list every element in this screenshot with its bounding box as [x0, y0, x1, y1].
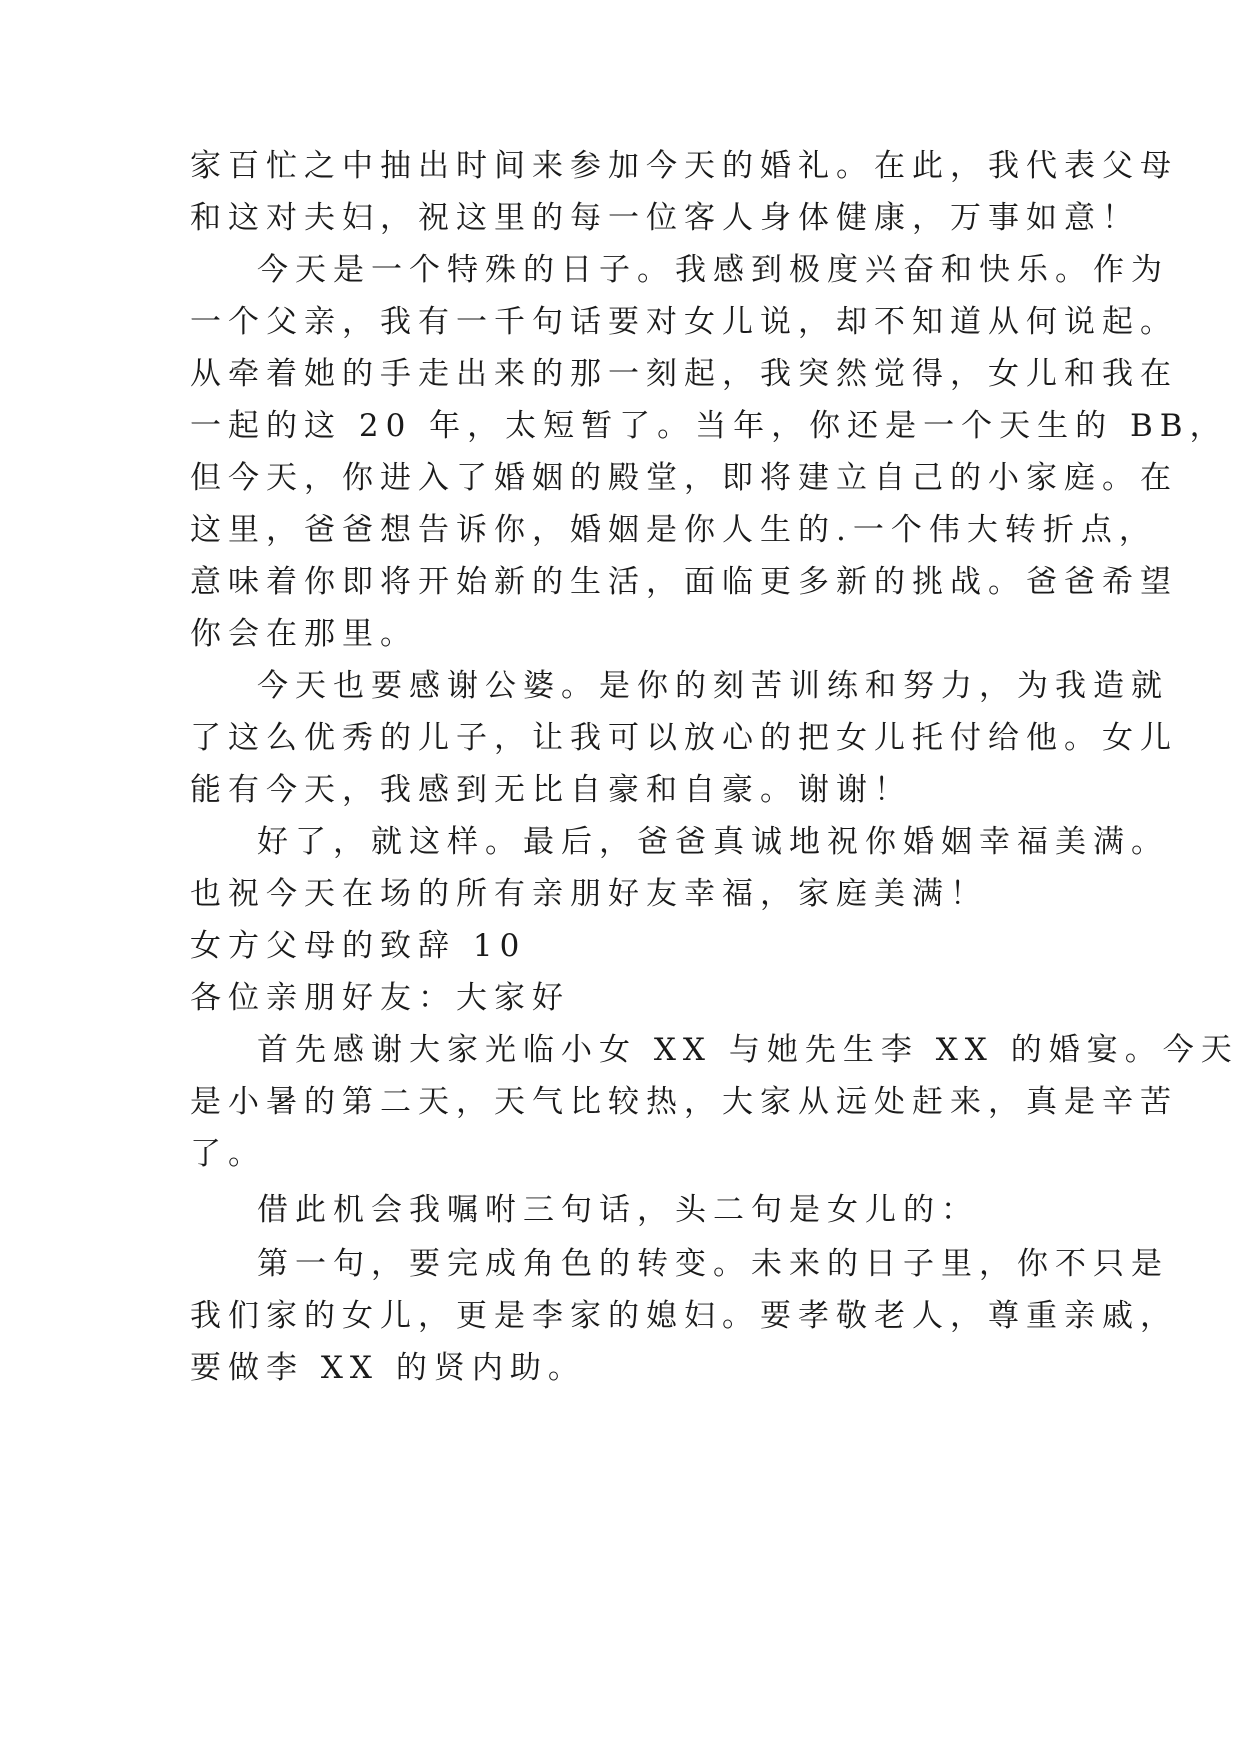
paragraph-start-line: 第一句，要完成角色的转变。未来的日子里，你不只是: [257, 1246, 1169, 1282]
text-line: 家百忙之中抽出时间来参加今天的婚礼。在此，我代表父母: [190, 148, 1178, 184]
text-line: 一个父亲，我有一千句话要对女儿说，却不知道从何说起。: [190, 304, 1178, 340]
text-line: 要做李 XX 的贤内助。: [190, 1350, 586, 1386]
text-line: 也祝今天在场的所有亲朋好友幸福，家庭美满！: [190, 876, 988, 912]
text-line: 是小暑的第二天，天气比较热，大家从远处赶来，真是辛苦: [190, 1084, 1178, 1120]
text-line: 了。: [190, 1136, 266, 1172]
text-line: 你会在那里。: [190, 616, 418, 652]
text-line: 我们家的女儿，更是李家的媳妇。要孝敬老人，尊重亲戚，: [190, 1298, 1178, 1334]
text-line: 意味着你即将开始新的生活，面临更多新的挑战。爸爸希望: [190, 564, 1178, 600]
text-line: 一起的这 20 年，太短暂了。当年，你还是一个天生的 BB，: [190, 408, 1228, 444]
text-line: 和这对夫妇，祝这里的每一位客人身体健康，万事如意！: [190, 200, 1140, 236]
section-heading: 女方父母的致辞 10: [190, 928, 527, 964]
paragraph-start-line: 借此机会我嘱咐三句话，头二句是女儿的：: [257, 1192, 979, 1228]
salutation-line: 各位亲朋好友：大家好: [190, 980, 570, 1016]
paragraph-start-line: 首先感谢大家光临小女 XX 与她先生李 XX 的婚宴。今天: [257, 1032, 1239, 1068]
paragraph-start-line: 今天是一个特殊的日子。我感到极度兴奋和快乐。作为: [257, 252, 1169, 288]
text-line: 能有今天，我感到无比自豪和自豪。谢谢！: [190, 772, 912, 808]
text-line: 但今天，你进入了婚姻的殿堂，即将建立自己的小家庭。在: [190, 460, 1178, 496]
paragraph-start-line: 今天也要感谢公婆。是你的刻苦训练和努力，为我造就: [257, 668, 1169, 704]
text-line: 了这么优秀的儿子，让我可以放心的把女儿托付给他。女儿: [190, 720, 1178, 756]
paragraph-start-line: 好了，就这样。最后，爸爸真诚地祝你婚姻幸福美满。: [257, 824, 1169, 860]
text-line: 这里，爸爸想告诉你，婚姻是你人生的.一个伟大转折点，: [190, 512, 1157, 548]
text-line: 从牵着她的手走出来的那一刻起，我突然觉得，女儿和我在: [190, 356, 1178, 392]
